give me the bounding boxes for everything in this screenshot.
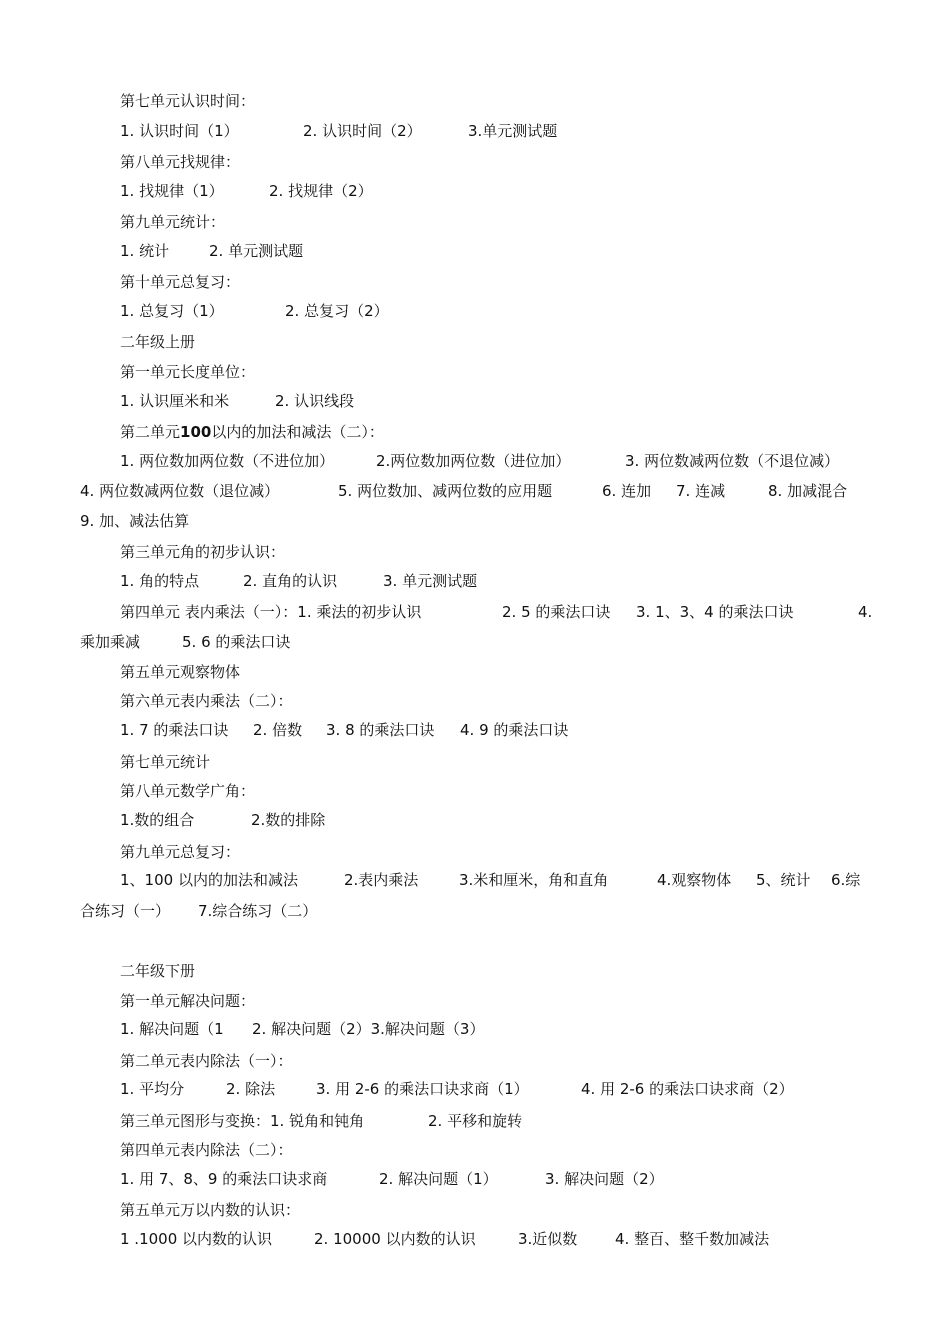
lesson-item: 2. 除法 xyxy=(226,1080,276,1098)
unit-heading xyxy=(120,990,890,1012)
lesson-line xyxy=(80,510,890,532)
heading-text: 第七单元统计 xyxy=(120,753,211,771)
lesson-item: 1 .1000 以内数的认识 xyxy=(120,1230,273,1248)
heading-text: 二年级下册 xyxy=(120,962,196,980)
lesson-item: 3. 单元测试题 xyxy=(383,572,478,590)
lesson-item: 2. 解决问题（1） xyxy=(379,1170,498,1188)
heading-text: 第五单元观察物体 xyxy=(120,663,241,681)
lesson-item: 2. 解决问题（2）3.解决问题（3） xyxy=(252,1020,485,1038)
lesson-item: 1. 角的特点 xyxy=(120,572,200,590)
grade-heading xyxy=(120,331,890,353)
heading-text: 第三单元角的初步认识： xyxy=(120,543,286,561)
lesson-item: 1. 认识时间（1） xyxy=(120,122,239,140)
unit-heading xyxy=(120,90,890,112)
unit-heading xyxy=(120,1199,890,1221)
lesson-item: 2. 10000 以内数的认识 xyxy=(314,1230,476,1248)
lesson-item: 1. 解决问题（1 xyxy=(120,1020,224,1038)
lesson-item: 合练习（一） xyxy=(80,902,171,920)
heading-text: 以内的加法和减法（二）： xyxy=(211,423,384,441)
heading-number: 100 xyxy=(180,423,212,441)
lesson-item: 1. 认识厘米和米 xyxy=(120,392,230,410)
lesson-item: 第三单元图形与变换：1. 锐角和钝角 xyxy=(120,1112,365,1130)
heading-text: 第八单元数学广角： xyxy=(120,782,256,800)
lesson-item: 5、统计 xyxy=(756,871,811,889)
lesson-item: 3. 用 2-6 的乘法口诀求商（1） xyxy=(316,1080,529,1098)
lesson-item: 3. 解决问题（2） xyxy=(545,1170,664,1188)
lesson-item: 乘加乘减 xyxy=(80,633,141,651)
lesson-item: 4. 用 2-6 的乘法口诀求商（2） xyxy=(581,1080,794,1098)
lesson-item: 3. 1、3、4 的乘法口诀 xyxy=(636,603,794,621)
heading-text: 第一单元长度单位： xyxy=(120,363,256,381)
lesson-item: 1. 找规律（1） xyxy=(120,182,224,200)
lesson-item: 1、100 以内的加法和减法 xyxy=(120,871,298,889)
lesson-item: 2. 认识线段 xyxy=(275,392,355,410)
unit-heading xyxy=(120,1050,890,1072)
heading-text: 第九单元统计： xyxy=(120,213,226,231)
lesson-item: 3.米和厘米，角和直角 xyxy=(459,871,609,889)
heading-text: 第二单元 xyxy=(120,423,181,441)
lesson-item: 2. 直角的认识 xyxy=(243,572,338,590)
unit-heading xyxy=(120,271,890,293)
lesson-item: 2. 倍数 xyxy=(253,721,303,739)
heading-text: 第四单元表内除法（二）： xyxy=(120,1141,293,1159)
lesson-item: 4. xyxy=(858,603,873,621)
lesson-item: 8. 加减混合 xyxy=(768,482,848,500)
heading-text: 第一单元解决问题： xyxy=(120,992,256,1010)
lesson-item: 2. 单元测试题 xyxy=(209,242,304,260)
lesson-item: 4. 两位数减两位数（退位减） xyxy=(80,482,280,500)
unit-heading xyxy=(120,211,890,233)
lesson-item: 9. 加、减法估算 xyxy=(80,512,190,530)
lesson-item: 7. 连减 xyxy=(676,482,726,500)
lesson-item: 4.观察物体 xyxy=(657,871,732,889)
lesson-item: 1.数的组合 xyxy=(120,811,195,829)
lesson-item: 第四单元 表内乘法（一）：1. 乘法的初步认识 xyxy=(120,603,422,621)
lesson-item: 7.综合练习（二） xyxy=(198,902,318,920)
lesson-item: 3.近似数 xyxy=(518,1230,578,1248)
lesson-item: 2. 认识时间（2） xyxy=(303,122,422,140)
lesson-item: 3.单元测试题 xyxy=(468,122,558,140)
lesson-item: 2. 总复习（2） xyxy=(285,302,389,320)
heading-text: 二年级上册 xyxy=(120,333,196,351)
unit-heading xyxy=(120,151,890,173)
lesson-item: 6.综 xyxy=(831,871,861,889)
lesson-item: 6. 连加 xyxy=(602,482,652,500)
lesson-item: 5. 两位数加、减两位数的应用题 xyxy=(338,482,553,500)
lesson-item: 2.两位数加两位数（进位加） xyxy=(376,452,571,470)
lesson-item: 1. 7 的乘法口诀 xyxy=(120,721,229,739)
lesson-item: 4. 整百、整千数加减法 xyxy=(615,1230,770,1248)
heading-text: 第八单元找规律： xyxy=(120,153,241,171)
unit-heading xyxy=(120,1139,890,1161)
unit-heading xyxy=(120,541,890,563)
lesson-item: 2. 5 的乘法口诀 xyxy=(502,603,611,621)
heading-text: 第九单元总复习： xyxy=(120,843,241,861)
unit-heading xyxy=(120,690,890,712)
heading-text: 第七单元认识时间： xyxy=(120,92,256,110)
lesson-item: 1. 平均分 xyxy=(120,1080,185,1098)
heading-text: 第六单元表内乘法（二）： xyxy=(120,692,293,710)
lesson-item: 1. 两位数加两位数（不进位加） xyxy=(120,452,335,470)
unit-heading xyxy=(120,841,890,863)
lesson-item: 2. 平移和旋转 xyxy=(428,1112,523,1130)
heading-text: 第十单元总复习： xyxy=(120,273,241,291)
lesson-item: 3. 8 的乘法口诀 xyxy=(326,721,435,739)
unit-heading xyxy=(120,661,890,683)
lesson-item: 3. 两位数减两位数（不退位减） xyxy=(625,452,840,470)
lesson-item: 2. 找规律（2） xyxy=(269,182,373,200)
unit-heading xyxy=(120,751,890,773)
heading-text: 第五单元万以内数的认识： xyxy=(120,1201,301,1219)
unit-heading xyxy=(120,780,890,802)
grade-heading xyxy=(120,960,890,982)
lesson-item: 2.数的排除 xyxy=(251,811,326,829)
unit-heading xyxy=(120,421,890,443)
unit-heading xyxy=(120,361,890,383)
lesson-item: 2.表内乘法 xyxy=(344,871,419,889)
lesson-item: 1. 统计 xyxy=(120,242,170,260)
lesson-item: 5. 6 的乘法口诀 xyxy=(182,633,291,651)
heading-text: 第二单元表内除法（一）： xyxy=(120,1052,293,1070)
lesson-item: 1. 总复习（1） xyxy=(120,302,224,320)
lesson-item: 1. 用 7、8、9 的乘法口诀求商 xyxy=(120,1170,328,1188)
lesson-item: 4. 9 的乘法口诀 xyxy=(460,721,569,739)
